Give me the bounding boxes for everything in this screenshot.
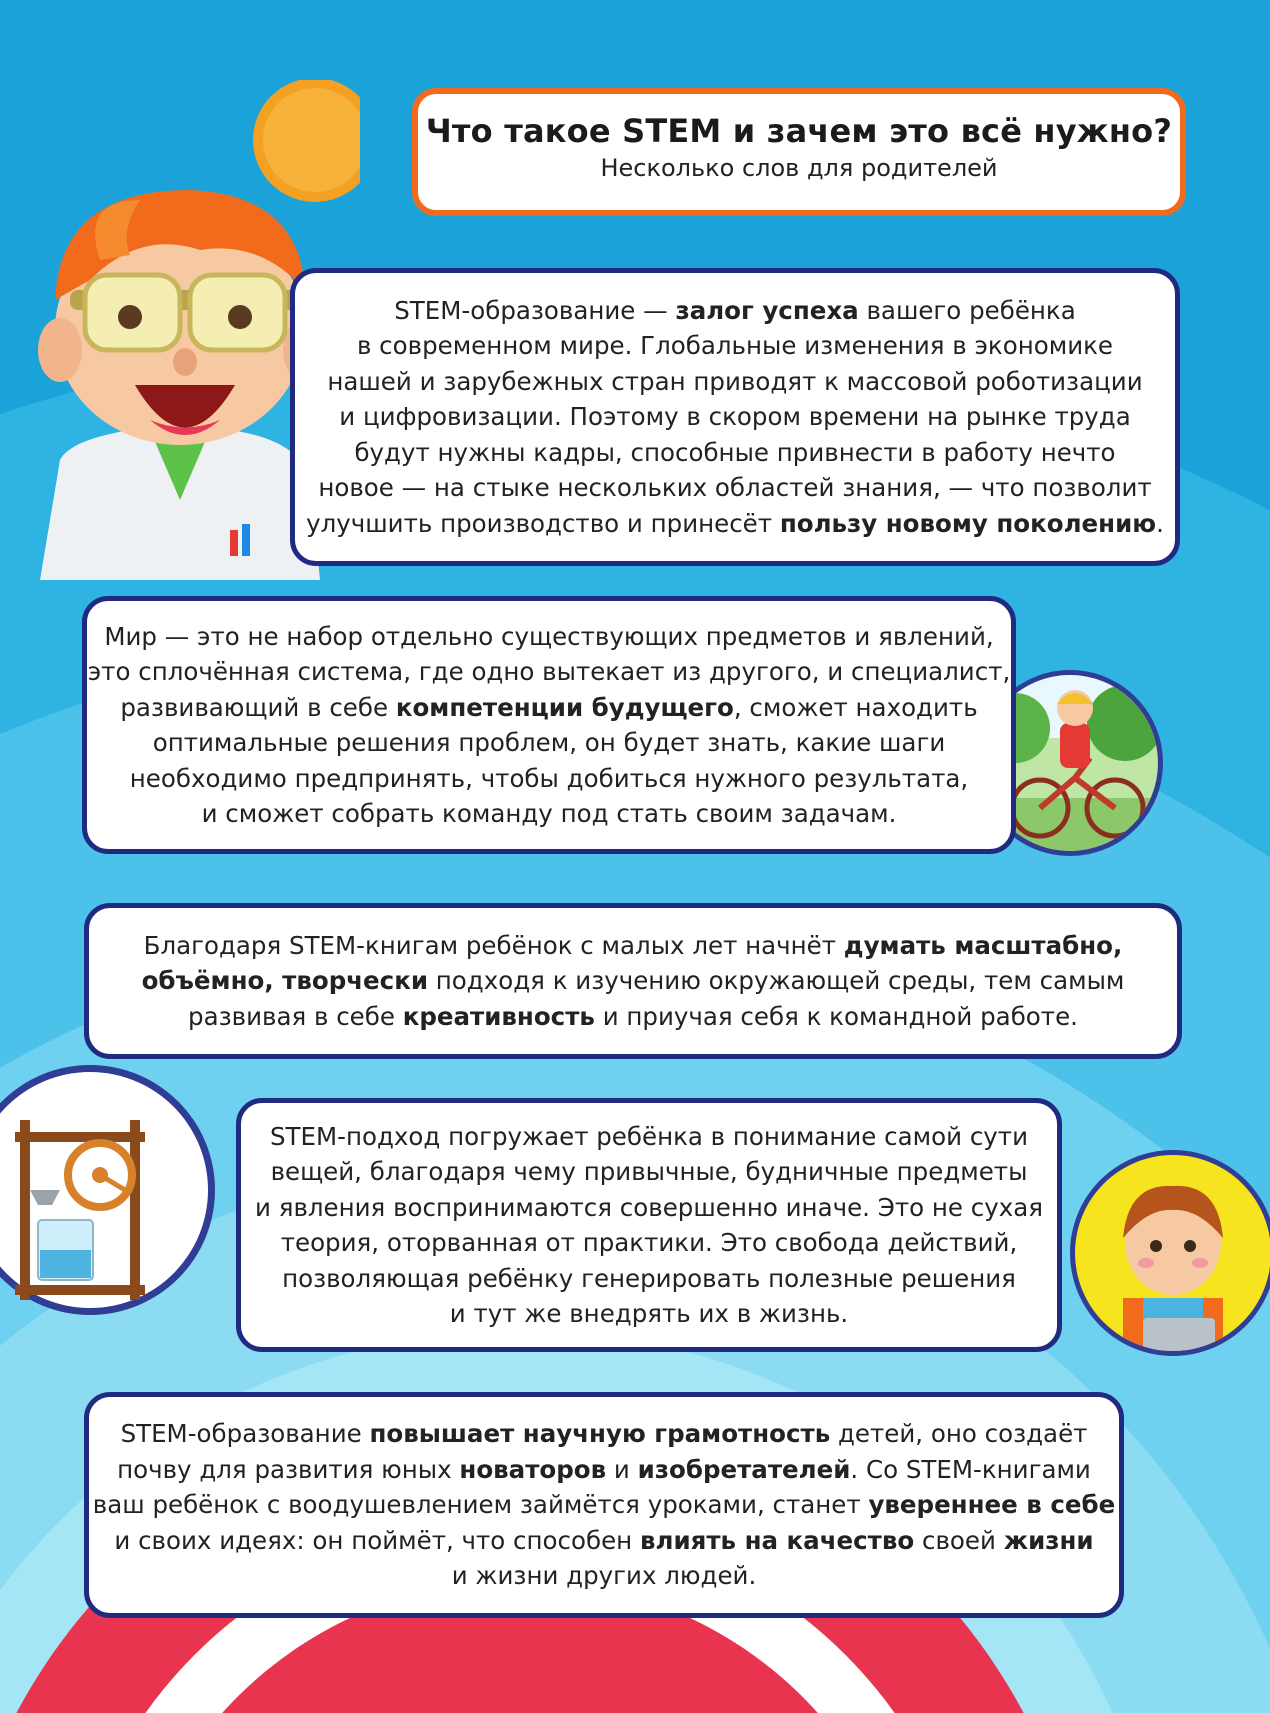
text-segment: и цифровизации. Поэтому в скором времени на рынке труда — [339, 402, 1131, 432]
text-segment: STEM-образование — — [394, 295, 676, 325]
paragraph-box-3 — [84, 903, 1182, 1059]
text-segment: , сможет находить — [733, 692, 978, 722]
text-segment: почву для развития юных — [117, 1454, 460, 1484]
text-segment: Мир — это не набор отдельно существующих предметов и явлений, — [104, 621, 994, 651]
bold-text: новаторов — [459, 1454, 607, 1484]
text-segment: и — [606, 1454, 638, 1484]
text-segment: и явления воспринимаются совершенно иначе. Это не сухая — [255, 1192, 1043, 1222]
bold-text: думать масштабно, — [843, 930, 1123, 960]
text-segment: нашей и зарубежных стран приводят к массовой роботизации — [327, 366, 1143, 396]
paragraph-box-2 — [82, 596, 1016, 854]
bold-text: влиять на качество — [640, 1525, 915, 1555]
bold-text: повышает научную грамотность — [369, 1419, 831, 1449]
text-segment: подходя к изучению окружающей среды, тем самым — [428, 966, 1125, 996]
bold-text: объёмно, творчески — [141, 966, 428, 996]
text-segment: и приучая себя к командной работе. — [594, 1001, 1078, 1031]
page-subtitle: Несколько слов для родителей — [600, 154, 998, 182]
text-segment: новое — на стыке нескольких областей знания, — что позволит — [318, 473, 1152, 503]
bold-text: жизни — [1003, 1525, 1094, 1555]
bold-text: увереннее в себе — [868, 1490, 1116, 1520]
text-segment: и своих идеях: он поймёт, что способен — [114, 1525, 640, 1555]
text-segment: развивающий в себе — [120, 692, 396, 722]
title-box — [412, 88, 1186, 216]
text-segment: теория, оторванная от практики. Это свобода действий, — [280, 1228, 1018, 1257]
mechanism-device-illustration — [0, 1060, 220, 1320]
text-segment: Благодаря STEM-книгам ребёнок с малых лет начнёт — [143, 930, 844, 960]
text-segment: . Со STEM-книгами — [850, 1454, 1091, 1484]
text-segment: и сможет собрать команду под стать своим задачам. — [201, 799, 897, 828]
bold-text: компетенции будущего — [395, 692, 734, 722]
paragraph-5 — [93, 1416, 1115, 1594]
text-segment: это сплочённая система, где одно вытекает из другого, и специалист, — [87, 657, 1011, 686]
page-title: Что такое STEM и зачем это всё нужно? — [425, 112, 1173, 150]
text-segment: STEM-подход погружает ребёнка в понимание самой сути — [269, 1121, 1028, 1151]
bold-text: залог успеха — [675, 295, 859, 325]
paragraph-4 — [255, 1119, 1043, 1332]
text-segment: развивая в себе — [188, 1001, 403, 1031]
text-segment: будут нужны кадры, способные привнести в работу нечто — [354, 437, 1116, 467]
paragraph-1 — [306, 293, 1164, 542]
text-segment: в современном мире. Глобальные изменения в экономике — [356, 331, 1114, 361]
text-segment: позволяющая ребёнку генерировать полезные решения — [282, 1263, 1016, 1293]
text-segment: и жизни других людей. — [451, 1561, 757, 1591]
paragraph-3 — [142, 928, 1125, 1035]
bold-text: пользу новому поколению — [779, 508, 1157, 538]
paragraph-box-5 — [84, 1392, 1124, 1618]
text-segment: STEM-образование — [120, 1419, 370, 1449]
paragraph-box-1 — [290, 268, 1180, 566]
paragraph-2 — [88, 619, 1011, 832]
text-segment: улучшить производство и принесёт — [306, 508, 780, 538]
text-segment: вещей, благодаря чему привычные, будничные предметы — [270, 1157, 1028, 1186]
text-segment: детей, оно создаёт — [830, 1419, 1088, 1449]
text-segment: оптимальные решения проблем, он будет знать, какие шаги — [152, 728, 946, 757]
text-segment: . — [1156, 508, 1164, 538]
bold-text: креативность — [402, 1001, 595, 1031]
paragraph-box-4 — [236, 1098, 1062, 1352]
text-segment: своей — [914, 1525, 1004, 1555]
text-segment: вашего ребёнка — [858, 295, 1076, 325]
text-segment: необходимо предпринять, чтобы добиться нужного результата, — [129, 763, 969, 793]
girl-with-laptop-illustration — [1068, 1148, 1270, 1358]
text-segment: ваш ребёнок с воодушевлением займётся уроками, станет — [92, 1490, 869, 1520]
text-segment: и тут же внедрять их в жизнь. — [449, 1299, 849, 1328]
bold-text: изобретателей — [637, 1454, 851, 1484]
